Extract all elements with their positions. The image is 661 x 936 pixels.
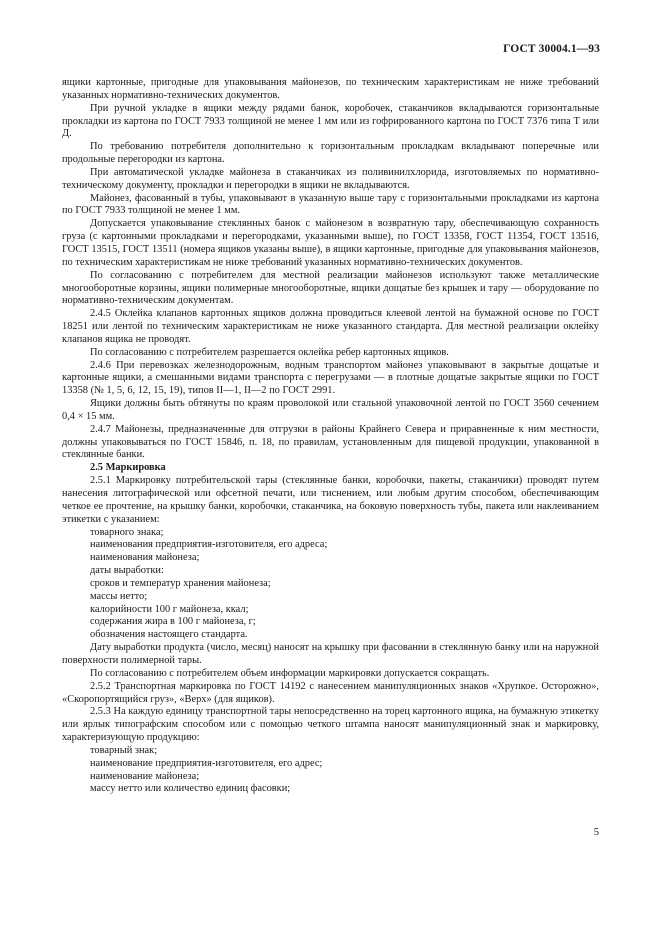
paragraph: По требованию потребителя дополнительно к горизонтальным прокладкам вкладывают поперечные или продольные перегородки из картона. bbox=[62, 141, 599, 166]
paragraph: обозначения настоящего стандарта. bbox=[90, 629, 248, 641]
paragraph: массу нетто или количество единиц фасовки; bbox=[90, 783, 291, 795]
document-body bbox=[62, 77, 599, 796]
paragraph: По согласованию с потребителем для местной реализации майонезов используют также металлические многооборотные корзины, ящики полимерные многооборотные, ящики дощатые без крышек и тару — оборудование по нормативно-техническим документам. bbox=[62, 269, 599, 307]
paragraph: наименование майонеза; bbox=[90, 770, 200, 782]
paragraph: 2.4.5 Оклейка клапанов картонных ящиков должна проводиться клеевой лентой на бумажной основе по ГОСТ 18251 или лентой по техническим характеристикам не ниже указанного стандарта. Для местной реализации оклейку клапанов ящика не проводят. bbox=[62, 308, 599, 345]
paragraph: При ручной укладке в ящики между рядами банок, коробочек, стаканчиков вкладываются горизонтальные прокладки из картона по ГОСТ 7933 толщиной не менее 1 мм или из гофрированного картона по ГОСТ 7376 типа Т или Д. bbox=[62, 102, 599, 140]
paragraph: наименования предприятия-изготовителя, его адреса; bbox=[90, 539, 328, 551]
paragraph: товарный знак; bbox=[90, 744, 158, 756]
paragraph: По согласованию с потребителем разрешается оклейка ребер картонных ящиков. bbox=[90, 346, 449, 358]
paragraph: товарного знака; bbox=[90, 526, 164, 538]
paragraph: массы нетто; bbox=[90, 590, 148, 602]
paragraph: ящики картонные, пригодные для упаковывания майонезов, по техническим характеристикам не ниже требований указанных нормативно-технических документов. bbox=[62, 77, 599, 101]
paragraph: даты выработки: bbox=[90, 565, 164, 577]
section-heading: 2.5 Маркировка bbox=[90, 462, 166, 474]
paragraph: Ящики должны быть обтянуты по краям проволокой или стальной упаковочной лентой по ГОСТ 3560 сечением 0,4 × 15 мм. bbox=[62, 398, 599, 422]
paragraph: содержания жира в 100 г майонеза, г; bbox=[90, 616, 256, 628]
page-number: 5 bbox=[593, 827, 599, 838]
paragraph: Майонез, фасованный в тубы, упаковывают в указанную выше тару с горизонтальными прокладками из картона по ГОСТ 7933 толщиной не менее 1 мм. bbox=[62, 192, 599, 217]
paragraph: 2.4.6 При перевозках железнодорожным, водным транспортом майонез упаковывают в закрытые дощатые и картонные ящики, а смешанными видами транспорта с перегрузами — в плотные дощатые закрытые ящики по ГОСТ 13358 (№ 1, 5, 6, 12, 15, 19), типов II—1, II—2 по ГОСТ 2991. bbox=[62, 359, 599, 397]
paragraph: 2.5.1 Маркировку потребительской тары (стеклянные банки, коробочки, пакеты, стаканчики) проводят путем нанесения литографической или офсетной печати, или тиснением, или любым другим способом, обеспечивающим четкое ее прочтение, на крышку банки, коробочки, стаканчика, на боковую поверхность тубы, пакета или наклеиванием этикетки с указанием: bbox=[62, 475, 599, 525]
paragraph: сроков и температур хранения майонеза; bbox=[90, 577, 271, 589]
paragraph: 2.4.7 Майонезы, предназначенные для отгрузки в районы Крайнего Севера и приравненные к ним местности, должны упаковываться по ГОСТ 15846, п. 18, по правилам, установленным для пищевой продукции, упакованной в стеклянные банки. bbox=[62, 423, 599, 461]
paragraph: калорийности 100 г майонеза, ккал; bbox=[90, 603, 249, 615]
paragraph: Допускается упаковывание стеклянных банок с майонезом в возвратную тару, обеспечивающую сохранность груза (с картонными прокладками и перегородками, указанными выше), по ГОСТ 13358, ГОСТ 11354, ГОСТ 13516, ГОСТ 13515, ГОСТ 13511 (номера ящиков указаны выше), в ящики картонные, пригодные для упаковывания майонезов, по техническим характеристикам не ниже требований указанных нормативно-технических документов. bbox=[62, 218, 599, 268]
document-header: ГОСТ 30004.1—93 bbox=[503, 43, 600, 55]
paragraph: По согласованию с потребителем объем информации маркировки допускается сокращать. bbox=[90, 667, 490, 679]
paragraph: 2.5.3 На каждую единицу транспортной тары непосредственно на торец картонного ящика, на бумажную этикетку или ярлык типографским способом или с помощью четкого штампа наносят манипуляционный знак и маркировку, характеризующую продукцию: bbox=[62, 706, 599, 744]
paragraph: При автоматической укладке майонеза в стаканчиках из поливинилхлорида, изготовляемых по нормативно-техническому документу, прокладки и перегородки в ящики не вкладываются. bbox=[62, 166, 599, 191]
paragraph: 2.5.2 Транспортная маркировка по ГОСТ 14192 с нанесением манипуляционных знаков «Хрупкое. Осторожно», «Скоропортящийся груз», «Верх» (для ящиков). bbox=[62, 680, 599, 705]
paragraph: наименование предприятия-изготовителя, его адрес; bbox=[90, 757, 323, 769]
paragraph: Дату выработки продукта (число, месяц) наносят на крышку при фасовании в стеклянную банку или на наружной поверхности полимерной тары. bbox=[62, 642, 599, 666]
paragraph: наименования майонеза; bbox=[90, 552, 200, 564]
